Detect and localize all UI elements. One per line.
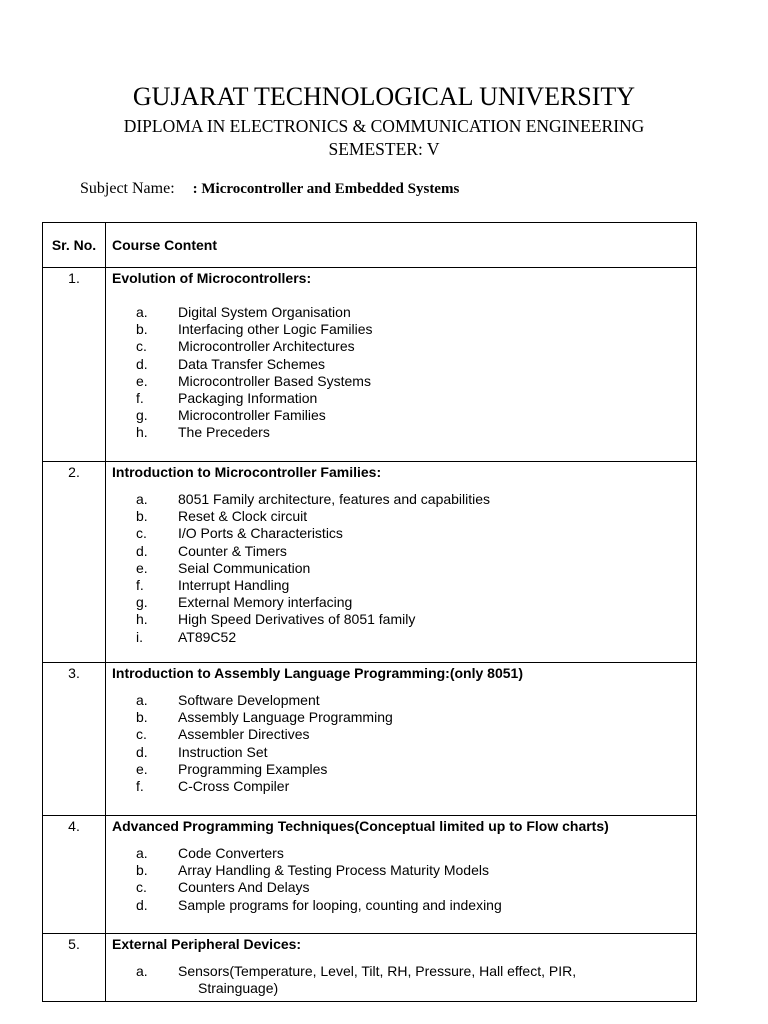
header-sr-no: Sr. No. <box>43 223 106 268</box>
table-row <box>43 816 697 934</box>
item-letter: b. <box>136 709 148 726</box>
list-item <box>112 862 690 879</box>
item-letter: a. <box>136 692 148 708</box>
item-text: Instruction Set <box>178 743 268 760</box>
item-text: Data Transfer Schemes <box>178 355 326 372</box>
item-text: The Preceders <box>178 424 270 441</box>
topic-title: Advanced Programming Techniques(Conceptual limited up to Flow charts) <box>112 818 609 834</box>
item-letter: a. <box>136 963 148 979</box>
item-letter: b. <box>136 862 148 879</box>
header-course-content: Course Content <box>106 223 697 268</box>
row-number: 5. <box>43 934 106 1002</box>
list-item <box>112 611 690 628</box>
item-text: Reset & Clock circuit <box>178 508 308 525</box>
topic-title: External Peripheral Devices: <box>112 936 302 952</box>
list-item <box>112 778 690 795</box>
subject-label: Subject Name: <box>80 180 175 197</box>
item-text: Programming Examples <box>178 760 328 777</box>
row-content <box>106 934 697 1002</box>
item-text: C-Cross Compiler <box>178 778 290 795</box>
diploma-title: DIPLOMA IN ELECTRONICS & COMMUNICATION ENGINEERING <box>123 116 645 136</box>
item-text: External Memory interfacing <box>178 594 353 611</box>
list-item <box>112 761 690 778</box>
item-text: Packaging Information <box>178 390 318 407</box>
item-text: Seial Communication <box>178 559 311 576</box>
university-title: GUJARAT TECHNOLOGICAL UNIVERSITY <box>132 82 636 111</box>
item-text: Digital System Organisation <box>178 304 351 320</box>
semester-title: SEMESTER: V <box>328 139 440 159</box>
course-content-table <box>42 222 697 1002</box>
topic-title: Evolution of Microcontrollers: <box>112 270 312 286</box>
row-number: 1. <box>43 268 106 462</box>
item-letter: d. <box>136 355 148 372</box>
item-text: Code Converters <box>178 845 284 861</box>
topic-item-list <box>112 491 690 646</box>
item-text: Array Handling & Testing Process Maturity Models <box>178 862 489 879</box>
item-letter: f. <box>136 778 144 795</box>
list-item <box>112 879 690 896</box>
list-item <box>112 338 690 355</box>
item-letter: h. <box>136 424 148 441</box>
topic-item-list <box>112 692 690 795</box>
row-number: 4. <box>43 816 106 934</box>
list-item <box>112 594 690 611</box>
row-content <box>106 816 697 934</box>
item-letter: a. <box>136 845 148 861</box>
item-text: I/O Ports & Characteristics <box>178 525 343 542</box>
item-text: Assembly Language Programming <box>178 709 393 726</box>
item-letter: a. <box>136 304 148 320</box>
list-item <box>112 560 690 577</box>
list-item <box>112 525 690 542</box>
row-content <box>106 268 697 462</box>
topic-item-list <box>112 845 690 914</box>
row-number: 3. <box>43 663 106 816</box>
item-letter: c. <box>136 338 147 355</box>
topic-title: Introduction to Assembly Language Programming:(only 8051) <box>112 665 523 681</box>
list-item <box>112 963 690 997</box>
item-letter: b. <box>136 321 148 338</box>
list-item <box>112 897 690 914</box>
item-text: 8051 Family architecture, features and capabilities <box>178 491 491 507</box>
list-item <box>112 726 690 743</box>
item-letter: e. <box>136 760 148 777</box>
item-letter: f. <box>136 577 144 594</box>
list-item <box>112 692 690 709</box>
item-letter: d. <box>136 743 148 760</box>
list-item <box>112 629 690 646</box>
list-item <box>112 491 690 508</box>
item-letter: f. <box>136 390 144 407</box>
item-letter: g. <box>136 407 148 424</box>
list-item <box>112 356 690 373</box>
item-text-continuation: Strainguage) <box>198 980 279 997</box>
item-letter: c. <box>136 525 147 542</box>
item-text: Microcontroller Architectures <box>178 338 355 355</box>
list-item <box>112 390 690 407</box>
topic-item-list <box>112 304 690 442</box>
item-letter: d. <box>136 542 148 559</box>
item-text: Sensors(Temperature, Level, Tilt, RH, Pressure, Hall effect, PIR, <box>178 963 577 979</box>
item-text: AT89C52 <box>178 628 237 645</box>
item-letter: d. <box>136 896 148 913</box>
item-letter: e. <box>136 372 148 389</box>
list-item <box>112 424 690 441</box>
item-text: Microcontroller Families <box>178 407 326 424</box>
list-item <box>112 709 690 726</box>
item-letter: b. <box>136 508 148 525</box>
list-item <box>112 577 690 594</box>
table-header-row <box>43 223 697 268</box>
item-letter: g. <box>136 594 148 611</box>
table-row <box>43 268 697 462</box>
list-item <box>112 845 690 862</box>
item-letter: e. <box>136 559 148 576</box>
item-letter: h. <box>136 611 148 628</box>
list-item <box>112 744 690 761</box>
list-item <box>112 508 690 525</box>
list-item <box>112 304 690 321</box>
item-text: Assembler Directives <box>178 726 310 743</box>
row-content <box>106 663 697 816</box>
item-text: Sample programs for looping, counting and indexing <box>178 896 502 913</box>
item-text: Counter & Timers <box>178 542 287 559</box>
table-row <box>43 663 697 816</box>
row-number: 2. <box>43 462 106 663</box>
subject-line <box>80 180 459 198</box>
item-letter: c. <box>136 726 147 743</box>
item-text: High Speed Derivatives of 8051 family <box>178 611 416 628</box>
item-letter: i. <box>136 628 143 645</box>
row-content <box>106 462 697 663</box>
subject-name: : Microcontroller and Embedded Systems <box>192 181 460 197</box>
topic-title: Introduction to Microcontroller Families: <box>112 464 382 480</box>
item-text: Software Development <box>178 692 320 708</box>
item-text: Interrupt Handling <box>178 577 290 594</box>
list-item <box>112 543 690 560</box>
list-item <box>112 321 690 338</box>
list-item <box>112 407 690 424</box>
topic-item-list <box>112 963 690 997</box>
item-text: Interfacing other Logic Families <box>178 321 373 338</box>
item-letter: a. <box>136 491 148 507</box>
list-item <box>112 373 690 390</box>
item-text: Microcontroller Based Systems <box>178 372 371 389</box>
table-row <box>43 462 697 663</box>
item-text: Counters And Delays <box>178 879 310 896</box>
table-row <box>43 934 697 1002</box>
item-letter: c. <box>136 879 147 896</box>
